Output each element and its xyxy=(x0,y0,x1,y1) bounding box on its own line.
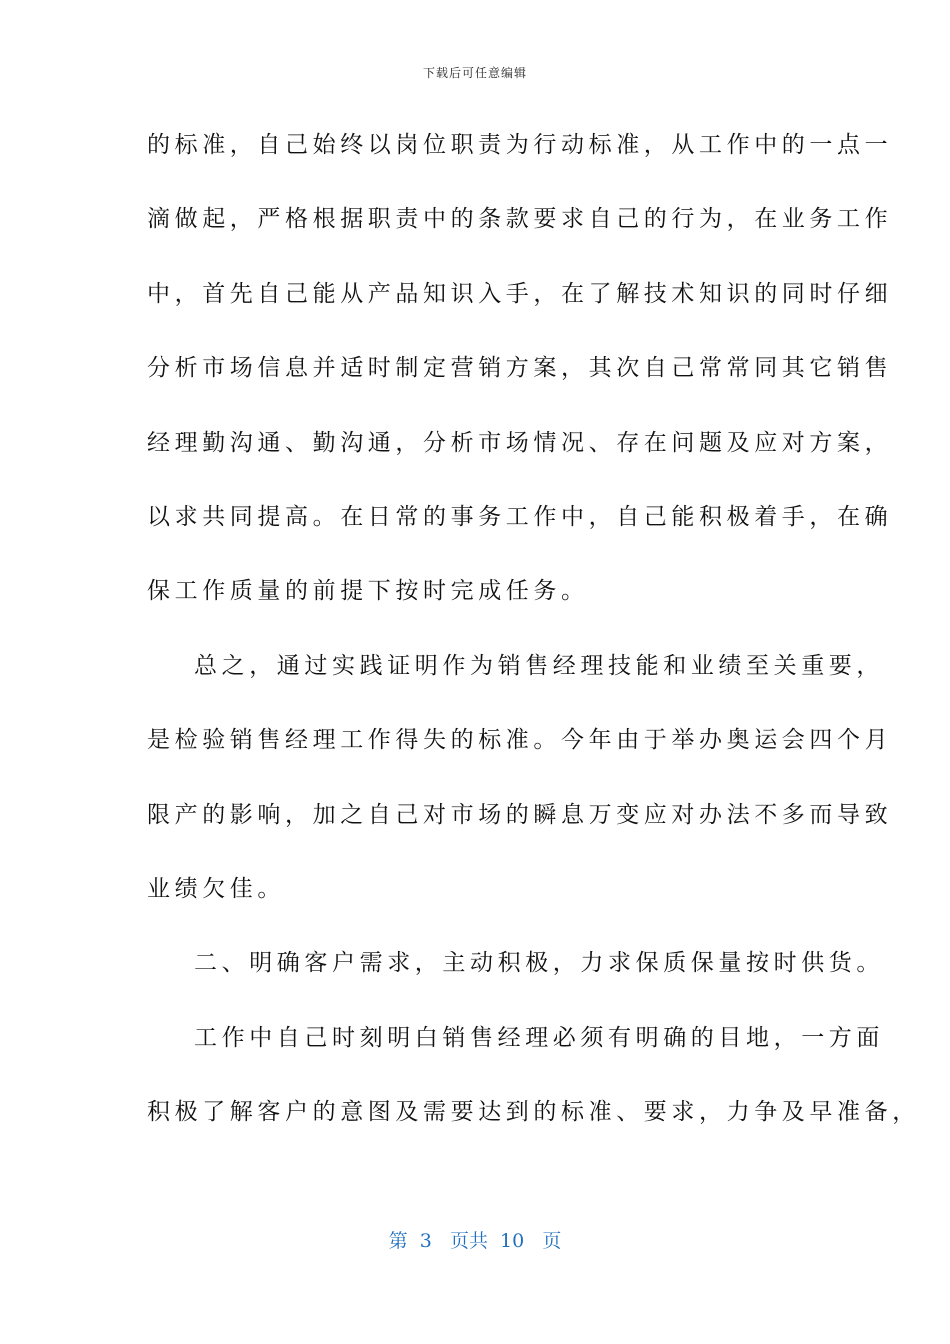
text-line: 分析市场信息并适时制定营销方案，其次自己常常同其它销售 xyxy=(147,355,893,382)
document-body xyxy=(147,128,920,1169)
section-heading: 二、明确客户需求，主动积极，力求保质保量按时供货。 xyxy=(194,950,884,977)
text-line: 业绩欠佳。 xyxy=(147,875,285,902)
text-line: 保工作质量的前提下按时完成任务。 xyxy=(147,578,589,605)
text-line: 以求共同提高。在日常的事务工作中，自己能积极着手，在确 xyxy=(147,503,893,530)
text-line: 积极了解客户的意图及需要达到的标准、要求，力争及早准备， xyxy=(147,1099,920,1126)
paragraph-start-line: 总之，通过实践证明作为销售经理技能和业绩至关重要， xyxy=(194,652,884,679)
text-line: 限产的影响，加之自己对市场的瞬息万变应对办法不多而导致 xyxy=(147,801,893,828)
text-line: 中，首先自己能从产品知识入手，在了解技术知识的同时仔细 xyxy=(147,280,893,307)
text-line: 滴做起，严格根据职责中的条款要求自己的行为，在业务工作 xyxy=(147,206,893,233)
page-header-note: 下载后可任意编辑 xyxy=(422,66,527,80)
paragraph-start-line: 工作中自己时刻明白销售经理必须有明确的目地，一方面 xyxy=(194,1024,884,1051)
text-line: 经理勤沟通、勤沟通，分析市场情况、存在问题及应对方案， xyxy=(147,429,893,456)
text-line: 是检验销售经理工作得失的标准。今年由于举办奥运会四个月 xyxy=(147,727,893,754)
page-number-footer: 第 3 页共 10 页 xyxy=(388,1230,562,1252)
text-line: 的标准，自己始终以岗位职责为行动标准，从工作中的一点一 xyxy=(147,132,893,158)
